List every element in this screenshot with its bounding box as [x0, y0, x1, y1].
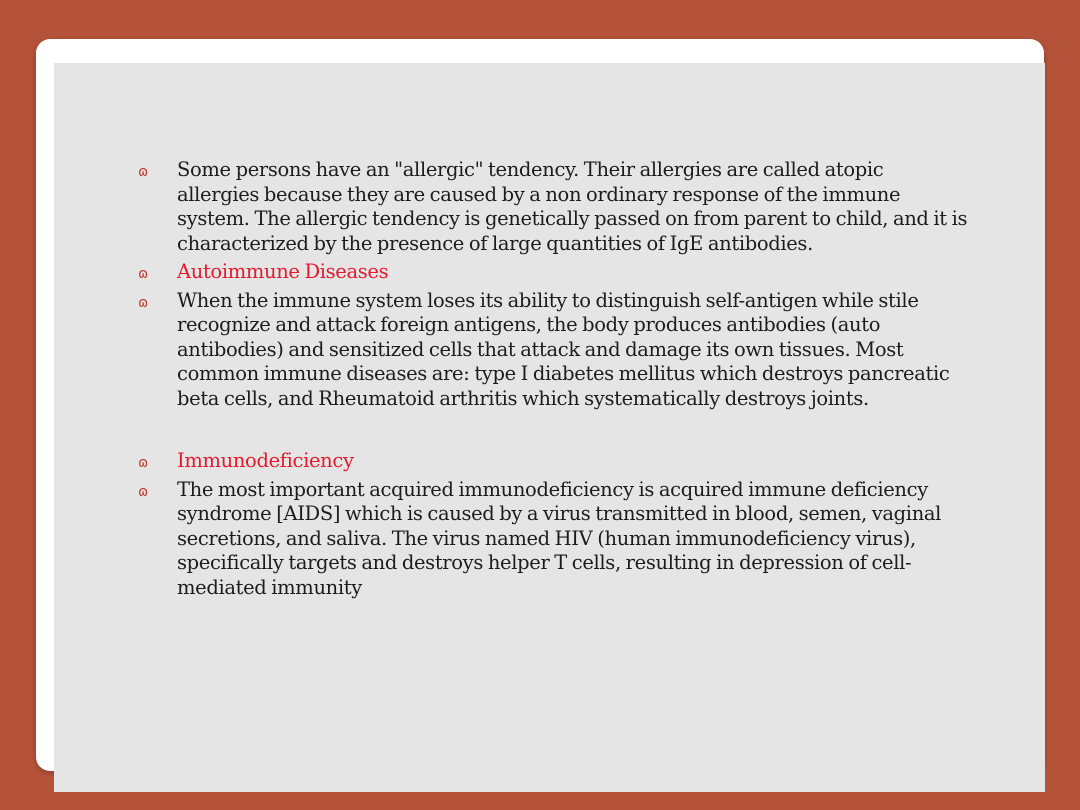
bullet-item-autoimmune-description: [138, 289, 968, 412]
bullet-text: When the immune system loses its ability to distinguish self-antigen while stile recognize and attack foreign antigens, the body produces antibodies (auto antibodies) and sensitized cells that attack and damage its own tissues. Most common immune diseases are: type I diabetes mellitus which destroys pancreatic beta cells, and Rheumatoid arthritis which systematically destroys joints.: [177, 288, 950, 410]
bullet-icon: ɷ: [138, 164, 146, 180]
bullet-heading-immunodeficiency: [138, 449, 968, 474]
bullet-icon: ɷ: [138, 455, 146, 471]
bullet-list: [138, 158, 968, 600]
bullet-icon: ɷ: [138, 483, 146, 500]
bullet-text: The most important acquired immunodeficiency is acquired immune deficiency syndrome [AIDS] which is caused by a virus transmitted in blood, semen, vaginal secretions, and saliva. The virus named HIV (human immunodeficiency virus), specifically targets and destroys helper T cells, resulting in depression of cell-mediated immunity: [177, 477, 942, 599]
slide-canvas: [54, 63, 1045, 792]
bullet-text: Some persons have an "allergic" tendency. Their allergies are called atopic allergies because they are caused by a non ordinary response of the immune system. The allergic tendency is genetically passed on from parent to child, and it is characterized by the presence of large quantities of IgE antibodies.: [177, 158, 968, 255]
bullet-icon: ɷ: [138, 266, 146, 282]
bullet-item-allergic-tendency: [138, 158, 968, 256]
bullet-item-aids-description: [138, 478, 968, 601]
bullet-heading-autoimmune: [138, 260, 968, 285]
bullet-icon: ɷ: [138, 294, 146, 311]
heading-text: Immunodeficiency: [177, 449, 354, 472]
heading-text: Autoimmune Diseases: [177, 260, 389, 283]
